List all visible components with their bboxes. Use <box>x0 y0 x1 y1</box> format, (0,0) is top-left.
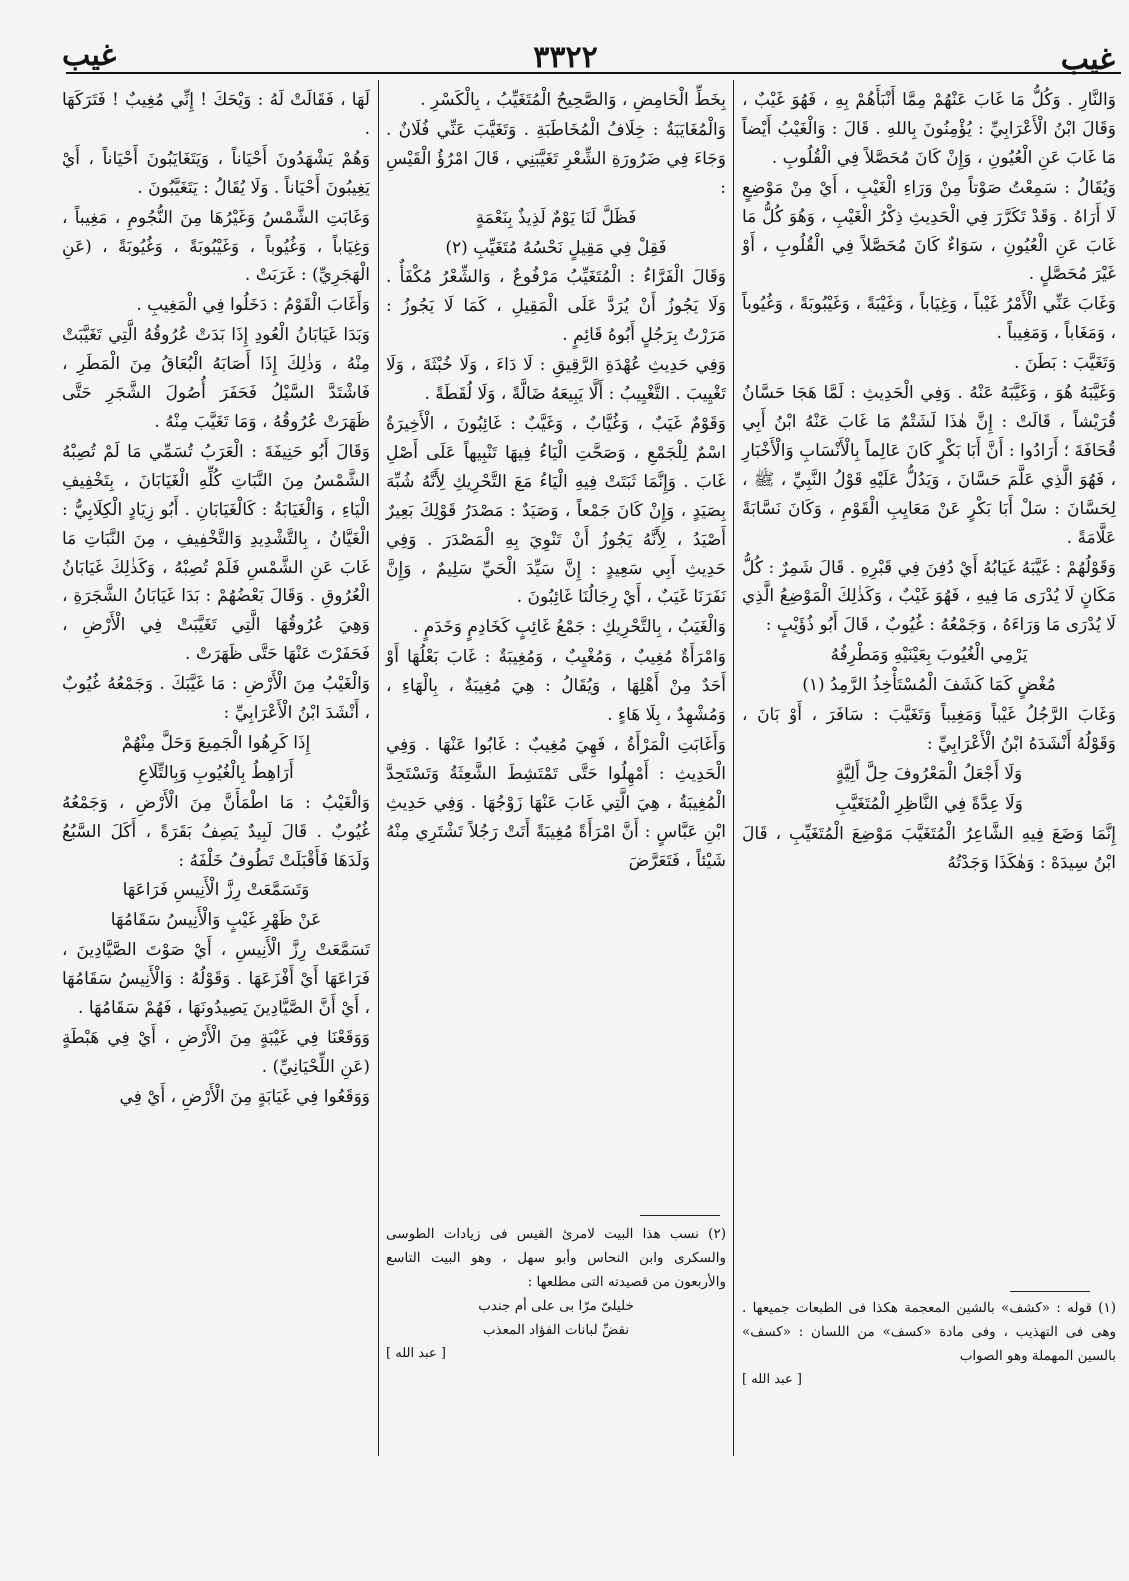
footnote-verse: خليلىّ مرّا بى على أم جندب <box>478 1298 634 1314</box>
paragraph: لَهَا ، فَقَالَتْ لَهُ : وَيْحَكَ ! إِنِّي مُغِيبٌ ! فَتَرَكَهَا . <box>62 90 370 139</box>
footnote-middle <box>386 1222 726 1366</box>
paragraph: وَالنَّارِ . وَكُلُّ مَا غَابَ عَنْهُمْ مِمَّا أَنْبَأَهُمْ بِهِ ، فَهُوَ غَيْبٌ ، وَقَالَ ابْنُ الْأَعْرَابِيِّ : يُؤْمِنُونَ بِاللهِ . قَالَ : وَالْغَيْبُ أَيْضاً مَا غَابَ عَنِ الْعُيُونِ ، وَإِنْ كَانَ مُحَصَّلاً فِي الْقُلُوبِ . <box>742 90 1116 168</box>
column-right <box>742 86 1116 878</box>
footnote-right <box>742 1296 1116 1392</box>
paragraph: وَبَدَا غَيَابَانُ الْعُودِ إِذَا بَدَتْ عُرُوقُهُ الَّتِي تَغَيَّبَتْ مِنْهُ ، وَذٰلِكَ إِذَا أَصَابَهُ الْبُعَاقُ مِنَ الْمَطَرِ ، فَاشْتَدَّ السَّيْلُ فَحَفَرَ أُصُولَ الشَّجَرِ حَتَّى ظَهَرَتْ عُرُوقُهُ ، وَمَا تَغَيَّبَ مِنْهُ . <box>62 325 370 432</box>
paragraph: وَفِي حَدِيثِ عُهْدَةِ الرَّقِيقِ : لَا دَاءَ ، وَلَا خُبْثَةَ ، وَلَا تَغْيِيبَ . التَّغْيِيبُ : أَلَّا يَبِيعَهُ ضَالَّةً ، وَلَا لُقَطَةً . <box>386 355 726 405</box>
paragraph: وَغَابَ عَنِّي الْأَمْرُ غَيْباً ، وَغِيَاباً ، وَغَيْبَةً ، وَغَيْبُوبَةً ، وَغُيُوباً ، وَمَغَاباً ، وَمَغِيباً . <box>742 294 1116 344</box>
paragraph: وَالْغَيَبُ ، بِالتَّحْرِيكِ : جَمْعُ غَائِبٍ كَخَادِمٍ وَخَدَمٍ . <box>412 617 726 638</box>
page-number: ٣٣٢٢ <box>533 40 598 75</box>
footnote-text: (١) قوله : «كشف» بالشين المعجمة هكذا فى الطبعات جميعها . وهى فى التهذيب ، وفى مادة «كسف» من اللسان : «كسف» بالسين المهملة وهو الصواب <box>742 1300 1116 1364</box>
header-rule <box>66 72 1121 74</box>
headword-left: غيب <box>62 38 117 73</box>
paragraph: وَقَوْلُهُمْ : غَيَّبَهُ غَيَابُهُ أَيْ دُفِنَ فِي قَبْرِهِ . قَالَ شَمِرٌ : كُلُّ مَكَانٍ لَا يُدْرَى مَا فِيهِ ، فَهُوَ غَيْبٌ ، وَكَذٰلِكَ الْمَوْضِعُ الَّذِي لَا يُدْرَى مَا وَرَاءَهُ ، وَجَمْعُهُ : غُيُوبٌ ، قَالَ أَبُو ذُؤَيْبٍ : <box>742 557 1116 636</box>
page-header <box>62 36 1129 76</box>
paragraph: وَقَالَ أَبُو حَنِيفَةَ : الْعَرَبُ تُسَمِّي مَا لَمْ تُصِبْهُ الشَّمْسُ مِنَ النَّبَاتِ كُلِّهِ الْغَيَابَانَ ، بِتَخْفِيفِ الْيَاءِ ، وَالْغَيَابَةُ : كَالْغَيَابَانِ . أَبُو زِيَادٍ الْكِلَابِيُّ : الْغَيَّانُ ، بِالتَّشْدِيدِ وَالتَّخْفِيفِ ، مِنَ النَّبَاتِ مَا غَابَ عَنِ الشَّمْسِ فَلَمْ تُصِبْهُ ، وَكَذٰلِكَ غَيَابَانُ الْعُرُوقِ . وَقَالَ بَعْضُهُمْ : بَدَا غَيَابَانُ الشَّجَرَةِ ، وَهِيَ عُرُوقُهَا الَّتِي تَغَيَّبَتْ فِي الْأَرْضِ ، فَحَفَرْتَ عَنْهَا حَتَّى ظَهَرَتْ . <box>62 441 370 665</box>
footnote-signature: [ عبد الله ] <box>386 1346 446 1361</box>
verse-line: إِذَا كَرِهُوا الْجَمِيعَ وَحَلَّ مِنْهُمْ <box>121 732 311 753</box>
verse-line: مُغْضٍ كَمَا كَشَفَ الْمُسْتَأْخِذُ الرَّمِدُ (١) <box>802 675 1056 696</box>
paragraph: وَهُمْ يَشْهَدُونَ أَحْيَاناً ، وَيَتَغَايَبُونَ أَحْيَاناً ، أَيْ يَغِيبُونَ أَحْيَاناً . وَلَا يُقَالُ : يَتَغَيَّبُونَ . <box>62 148 370 198</box>
paragraph: وَقَالَ الْفَرَّاءُ : الْمُتَغَيِّبُ مَرْفُوعٌ ، وَالشِّعْرُ مُكْفَأٌ . وَلَا يَجُوزُ أَنْ يُرَدَّ عَلَى الْمَقِيلِ ، كَمَا لَا يَجُوزُ : مَرَرْتُ بِرَجُلٍ أَبُوهُ قَائِمٍ . <box>386 267 726 346</box>
headword-right: غيب <box>1060 42 1115 77</box>
footnote-rule <box>640 1215 720 1216</box>
paragraph: وَالْغَيْبُ : مَا اطْمَأَنَّ مِنَ الْأَرْضِ ، وَجَمْعُهُ غُيُوبٌ . قَالَ لَبِيدٌ يَصِفُ بَقَرَةً ، أَكَلَ السَّبُعُ وَلَدَهَا فَأَقْبَلَتْ تَطُوفُ خَلْفَهُ : <box>62 792 370 871</box>
paragraph: وَامْرَأَةٌ مُغِيبٌ ، وَمُغْيِبٌ ، وَمُغِيبَةٌ : غَابَ بَعْلُهَا أَوْ أَحَدٌ مِنْ أَهْلِهَا ، وَيُقَالُ : هِيَ مُغِيبَةٌ ، بِالْهَاءِ ، وَمُشْهِدٌ ، بِلَا هَاءٍ . <box>386 647 726 726</box>
paragraph: وَتَغَيَّبَ : بَطَنَ . <box>1014 353 1116 374</box>
paragraph: وَأَغَابَ الْقَوْمُ : دَخَلُوا فِي الْمَغِيبِ . <box>136 295 370 316</box>
verse-line: وَلَا أَجْعَلُ الْمَعْرُوفَ حِلَّ أَلِيَّةٍ <box>835 763 1023 784</box>
column-divider <box>378 80 379 1456</box>
paragraph: وَالْمُغَايَبَةُ : خِلَافُ الْمُخَاطَبَةِ . وَتَغَيَّبَ عَنِّي فُلَانٌ . وَجَاءَ فِي ضَرُورَةِ الشِّعْرِ تَغَيَّبَنِي ، قَالَ امْرُؤُ الْقَيْسِ : <box>386 119 726 198</box>
footnote-verse: نقضِّ لبانات الفؤاد المعذب <box>482 1322 630 1338</box>
paragraph: وَأَغَابَتِ الْمَرْأَةُ ، فَهِيَ مُغِيبٌ : غَابُوا عَنْهَا . وَفِي الْحَدِيثِ : أَمْهِلُوا حَتَّى تَمْتَشِطَ الشَّعِثَةُ وَتَسْتَحِدَّ الْمُغِيبَةُ ، هِيَ الَّتِي غَابَ عَنْهَا زَوْجُهَا . وَفِي حَدِيثِ ابْنِ عَبَّاسٍ : أَنَّ امْرَأَةً مُغِيبَةً أَتَتْ رَجُلاً تَشْتَرِي مِنْهُ شَيْئاً ، فَتَعَرَّضَ <box>386 734 726 871</box>
paragraph: إِنَّمَا وَضَعَ فِيهِ الشَّاعِرُ الْمُتَغَيَّبَ مَوْضِعَ الْمُتَغَيِّبِ ، قَالَ ابْنُ سِيدَهْ : وَهٰكَذَا وَجَدْتُهُ <box>742 823 1116 873</box>
footnote-rule <box>1010 1291 1090 1292</box>
column-left <box>62 86 370 1113</box>
verse-line: فَظَلَّ لَنَا يَوْمٌ لَذِيذٌ بِنَعْمَةٍ <box>475 207 637 228</box>
paragraph: بِخَطِّ الْحَامِضِ ، وَالصَّحِيحُ الْمُتَغَيِّبُ ، بِالْكَسْرِ . <box>420 90 726 110</box>
verse-line: فَقِلْ فِي مَقِيلٍ نَحْسُهُ مُتَغَيِّبِ (٢) <box>445 237 667 258</box>
footnote-text: (٢) نسب هذا البيت لامرئ القيس فى زيادات الطوسى والسكرى وابن النحاس وأبو سهل ، وهو البيت التاسع والأربعون من قصيدته التى مطلعها : <box>386 1226 726 1290</box>
paragraph: تَسَمَّعَتْ رِزَّ الْأَنِيسِ ، أَيْ صَوْتَ الصَّيَّادِينَ ، فَرَاعَهَا أَيْ أَفْزَعَهَا . وَقَوْلُهُ : وَالْأَنِيسُ سَقَامُهَا ، أَيْ أَنَّ الصَّيَّادِينَ يَصِيدُونَهَا ، فَهُمْ سَقَامُهَا . <box>62 940 370 1019</box>
paragraph: وَغَابَتِ الشَّمْسُ وَغَيْرُهَا مِنَ النُّجُومِ ، مَغِيباً ، وَغِيَاباً ، وَغُيُوباً ، وَغَيْبُوبَةً ، وَغُيُوبَةً ، (عَنِ الْهَجَرِيِّ) : غَرَبَتْ . <box>62 207 370 286</box>
verse-line: وَتَسَمَّعَتْ رِزَّ الْأَنِيسِ فَرَاعَهَا <box>122 880 310 901</box>
verse-line: يَرْمِي الْغُيُوبَ بِعَيْنَيْهِ وَمَطْرِفُهُ <box>830 645 1028 666</box>
column-divider <box>733 80 734 1456</box>
paragraph: وَيُقَالُ : سَمِعْتُ صَوْتاً مِنْ وَرَاءِ الْغَيْبِ ، أَيْ مِنْ مَوْضِعٍ لَا أَرَاهُ . وَقَدْ تَكَرَّرَ فِي الْحَدِيثِ ذِكْرُ الْغَيْبِ ، وَهُوَ كُلُّ مَا غَابَ عَنِ الْعُيُونِ ، سَوَاءٌ كَانَ مُحَصَّلاً فِي الْقُلُوبِ ، أَوْ غَيْرَ مُحَصَّلٍ . <box>742 177 1116 285</box>
column-middle <box>386 86 726 876</box>
verse-line: أَرَاهِطُ بِالْغُيُوبِ وَبِالتِّلَاعِ <box>138 762 294 783</box>
paragraph: وَقَوْمٌ غَيَبٌ ، وَغُيَّابٌ ، وَغَيَّبٌ : غَائِبُونَ ، الْأَخِيرَةُ اسْمٌ لِلْجَمْعِ ، وَصَحَّتِ الْيَاءُ فِيهَا تَنْبِيهاً عَلَى أَصْلِ غَابَ . وَإِنَّمَا ثَبَتَتْ فِيهِ الْيَاءُ مَعَ التَّحْرِيكِ لِأَنَّهُ شُبِّهَ بِصَيَدٍ ، وَإِنْ كَانَ جَمْعاً ، وَصَيَدٌ : مَصْدَرُ قَوْلِكَ بَعِيرٌ أَصْيَدُ ، لِأَنَّهُ يَجُوزُ أَنْ تَنْوِيَ بِهِ الْمَصْدَرَ . وَفِي حَدِيثِ أَبِي سَعِيدٍ : إِنَّ سَيِّدَ الْحَيِّ سَلِيمٌ ، وَإِنَّ نَفَرَنَا غَيَبٌ ، أَيْ رِجَالُنَا غَائِبُونَ . <box>386 413 726 608</box>
paragraph: وَغَابَ الرَّجُلُ غَيْباً وَمَغِيباً وَتَغَيَّبَ : سَافَرَ ، أَوْ بَانَ ، وَقَوْلُهُ أَنْشَدَهُ ابْنُ الْأَعْرَابِيِّ : <box>742 705 1116 754</box>
paragraph: وَوَقَعْنَا فِي غَيْبَةٍ مِنَ الْأَرْضِ ، أَيْ فِي هَبْطَةٍ (عَنِ اللِّحْيَانِيِّ) . <box>62 1028 370 1077</box>
footnote-signature: [ عبد الله ] <box>742 1372 802 1387</box>
verse-line: وَلَا عِدَّةً فِي النَّاظِرِ الْمُتَغَيَّبِ <box>835 793 1023 814</box>
paragraph: وَالْغَيْبُ مِنَ الْأَرْضِ : مَا غَيَّبَكَ . وَجَمْعُهُ غُيُوبٌ ، أَنْشَدَ ابْنُ الْأَعْرَابِيِّ : <box>62 674 370 724</box>
paragraph: وَغَيَّبَهُ هُوَ ، وَغَيَّبَهُ عَنْهُ . وَفِي الْحَدِيثِ : لَمَّا هَجَا حَسَّانُ قُرَيْشاً ، قَالَتْ : إِنَّ هٰذَا لَشَتْمٌ مَا غَابَ عَنْهُ ابْنُ أَبِي قُحَافَةَ ؛ أَرَادُوا : أَنَّ أَبَا بَكْرٍ كَانَ عَالِماً بِالْأَنْسَابِ وَالْأَخْبَارِ ، فَهُوَ الَّذِي عَلَّمَ حَسَّانَ ، وَيَدُلُّ عَلَيْهِ قَوْلُ النَّبِيِّ ، ﷺ ، لِحَسَّانَ : سَلْ أَبَا بَكْرٍ عَنْ مَعَايِبِ الْقَوْمِ ، وَكَانَ نَسَّابَةً عَلَّامَةً . <box>742 383 1117 548</box>
paragraph: وَوَقَعُوا فِي غَيَابَةٍ مِنَ الْأَرْضِ ، أَيْ فِي <box>119 1086 370 1107</box>
verse-line: عَنْ ظَهْرِ غَيْبٍ وَالْأَنِيسُ سَقَامُهَا <box>110 910 322 931</box>
